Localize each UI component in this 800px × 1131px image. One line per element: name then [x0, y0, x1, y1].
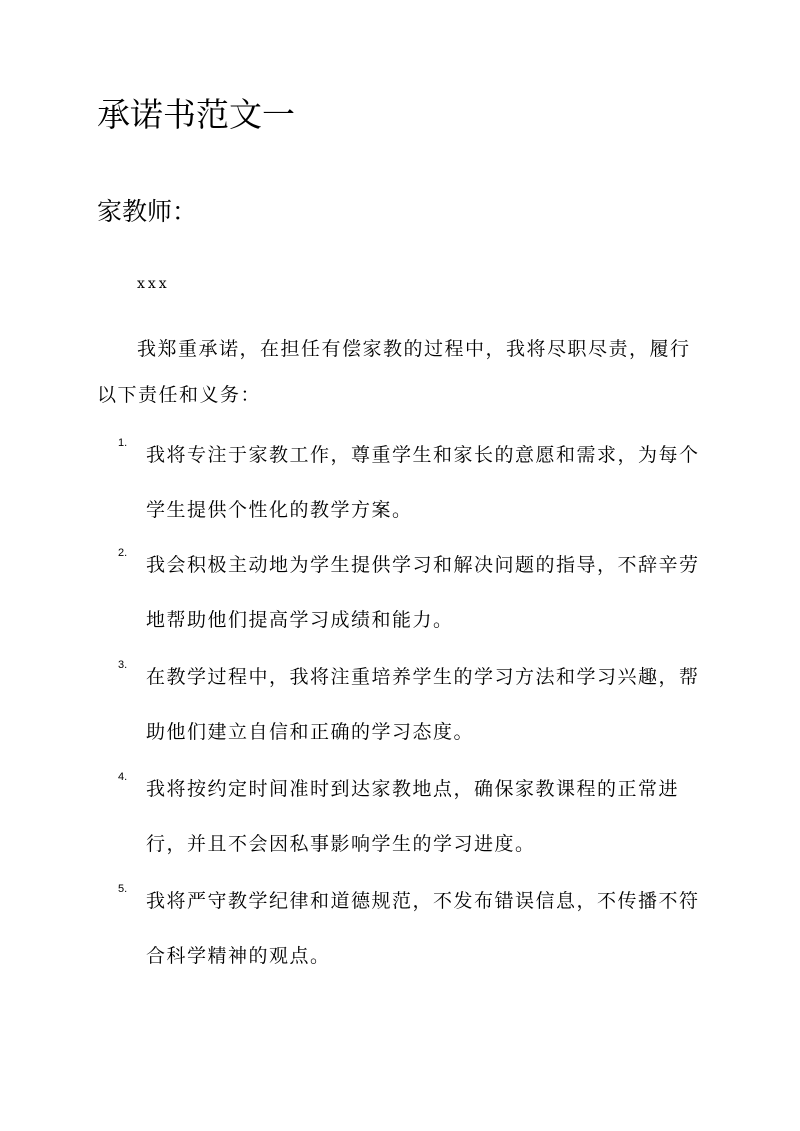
- list-item: [118, 428, 708, 538]
- intro-paragraph: 我郑重承诺，在担任有偿家教的过程中，我将尽职尽责，履行以下责任和义务：: [97, 338, 691, 406]
- addressee-name: xxx: [137, 276, 170, 292]
- list-item-number: 4.: [118, 771, 128, 783]
- list-item-text: 我会积极主动地为学生提供学习和解决问题的指导，不辞辛劳地帮助他们提高学习成绩和能力。: [146, 554, 700, 631]
- list-item-text: 我将专注于家教工作，尊重学生和家长的意愿和需求，为每个学生提供个性化的教学方案。: [146, 444, 700, 521]
- list-item-number: 3.: [118, 659, 128, 671]
- list-item-text: 我将严守教学纪律和道德规范，不发布错误信息，不传播不符合科学精神的观点。: [146, 890, 700, 967]
- list-item: [118, 762, 708, 872]
- list-item-number: 2.: [118, 547, 128, 559]
- document-subtitle: 家教师：: [97, 197, 198, 226]
- list-item-text: 在教学过程中，我将注重培养学生的学习方法和学习兴趣，帮助他们建立自信和正确的学习态度。: [146, 666, 700, 743]
- list-item: [118, 538, 708, 648]
- list-item: [118, 874, 708, 984]
- list-item-text: 我将按约定时间准时到达家教地点，确保家教课程的正常进行，并且不会因私事影响学生的学习进度。: [146, 778, 680, 855]
- document-title: 承诺书范文一: [97, 95, 295, 134]
- list-item-number: 1.: [118, 437, 128, 449]
- list-item: [118, 650, 708, 760]
- list-item-number: 5.: [118, 883, 128, 895]
